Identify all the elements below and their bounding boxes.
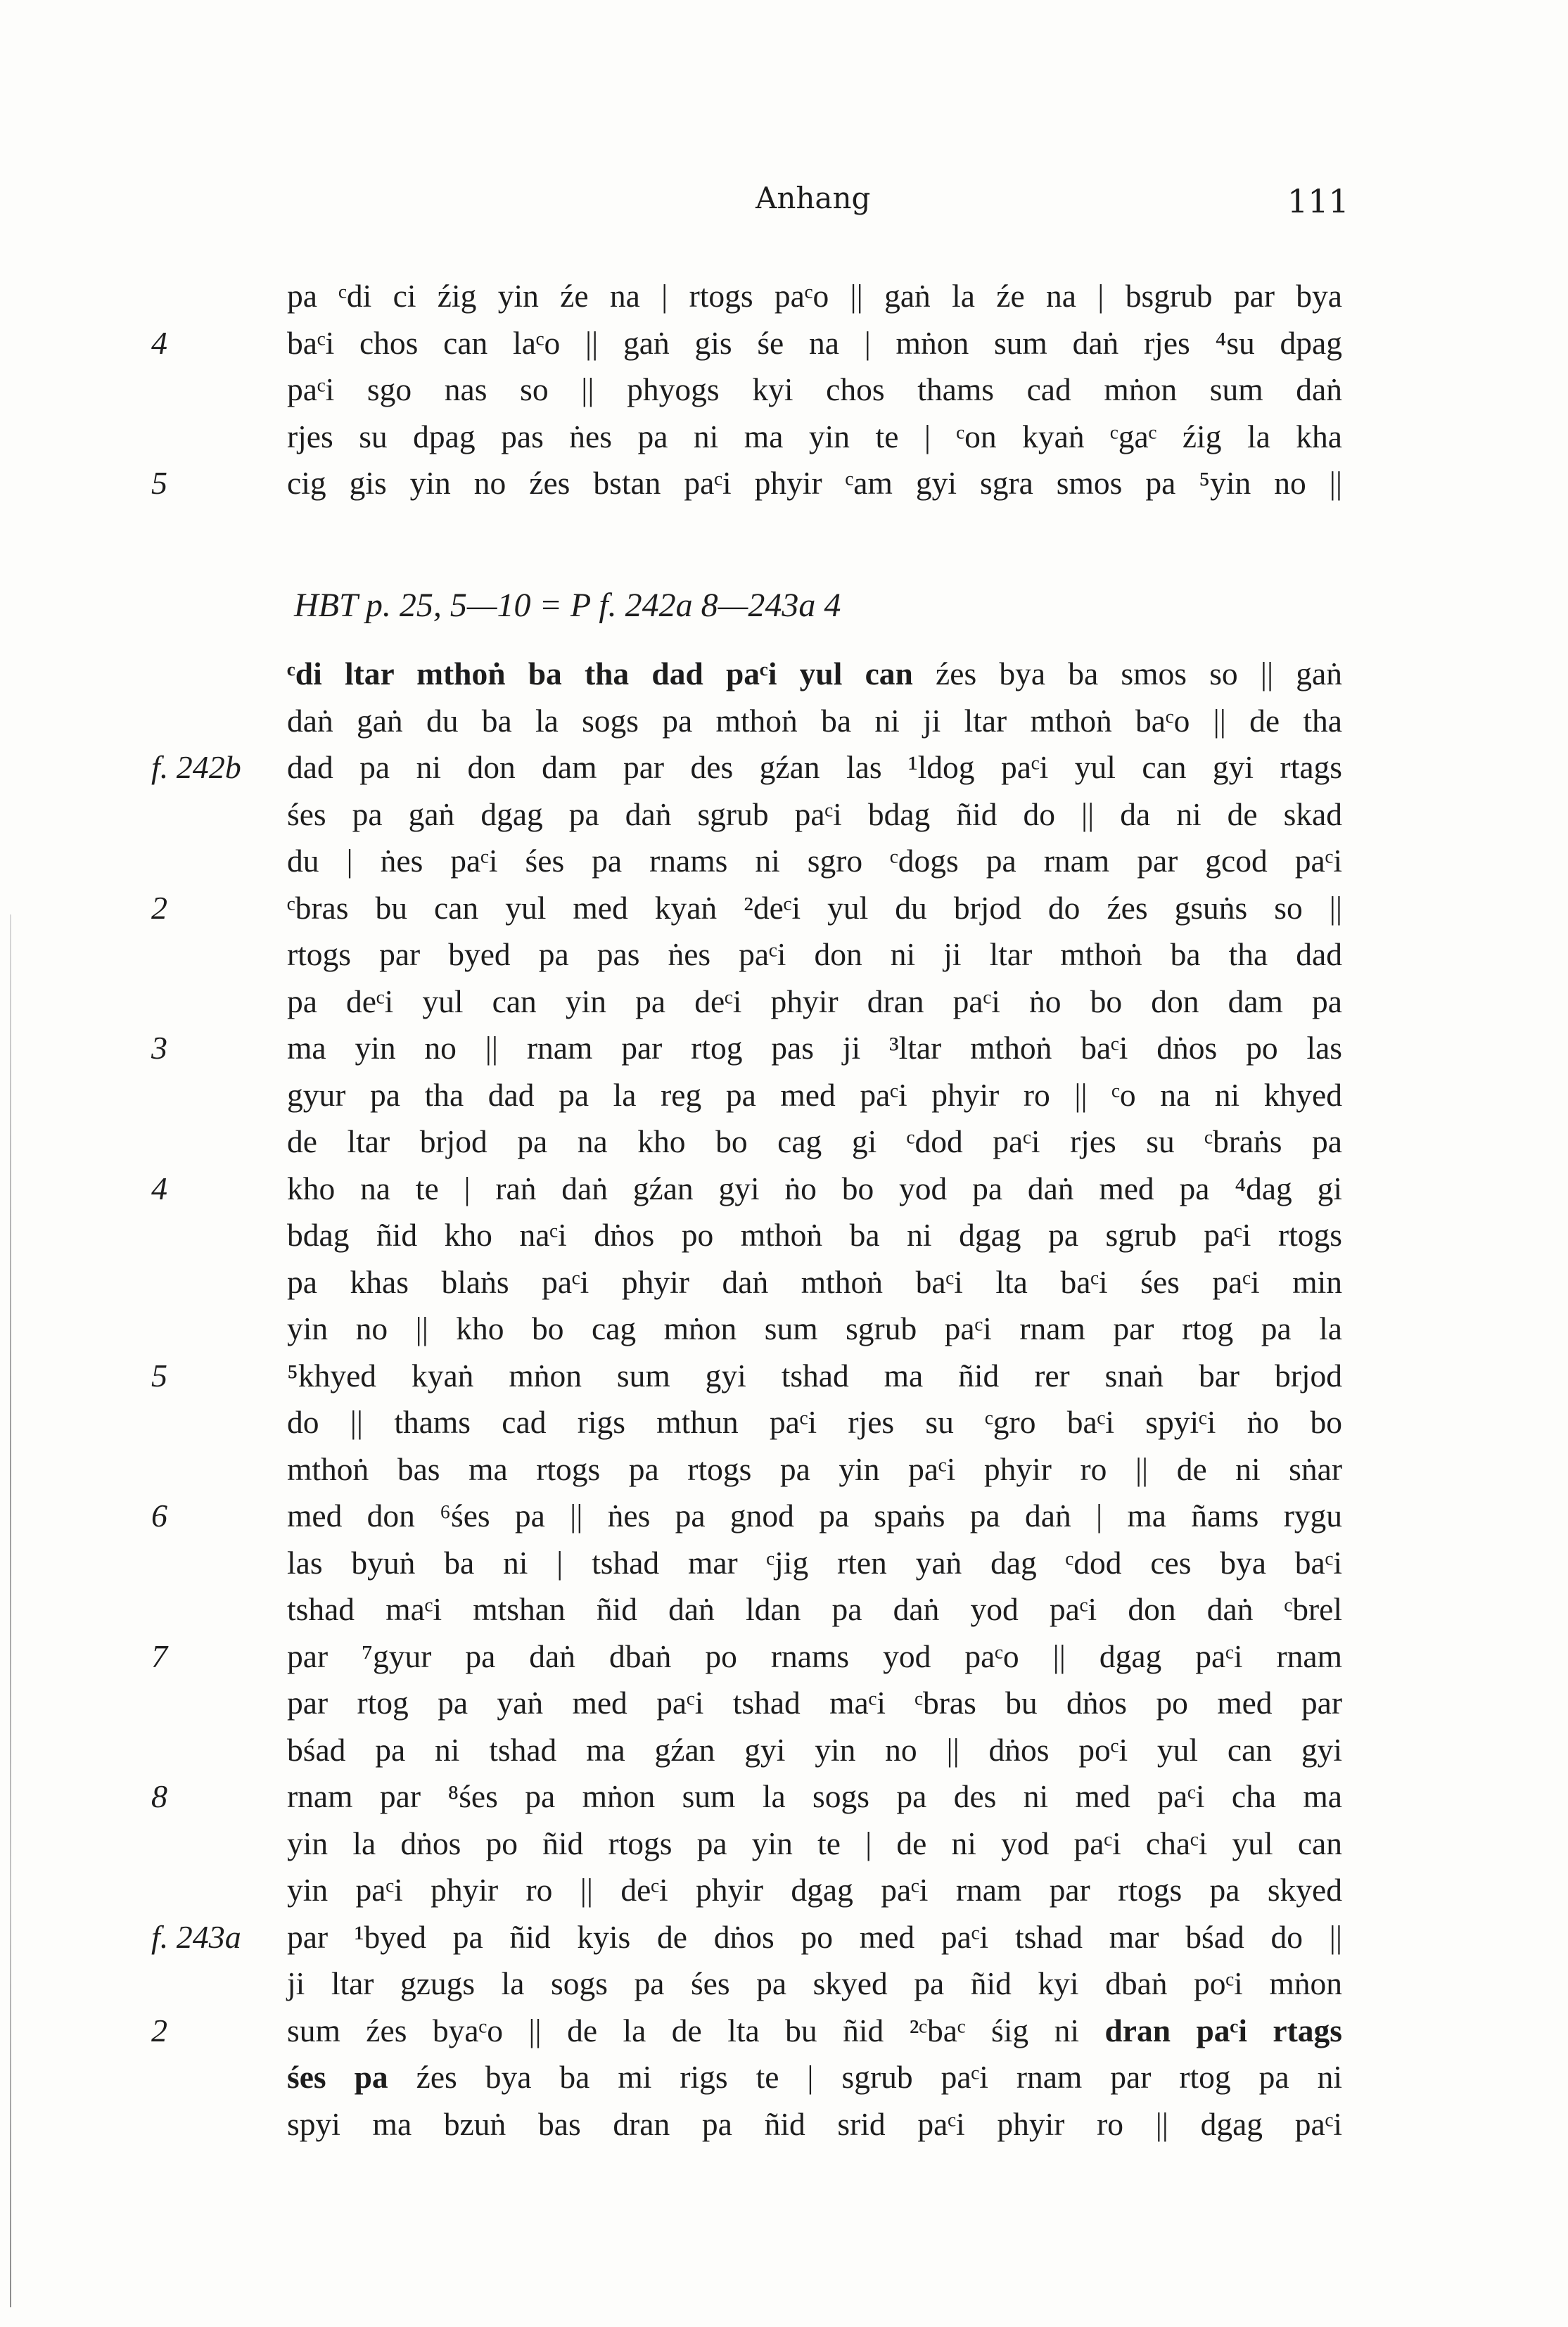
text-line (0, 744, 1568, 791)
text-line (0, 931, 1568, 978)
line-text: kho na te | raṅ daṅ gźan gyi ṅo bo yod pa daṅ med pa ⁴dag gi (287, 1170, 1342, 1206)
section-heading: HBT p. 25, 5—10 = P f. 242a 8—243a 4 (294, 587, 841, 624)
text-line (0, 1212, 1568, 1259)
text-line (0, 1540, 1568, 1587)
text-line (0, 2008, 1568, 2055)
margin-line-number: f. 243a (151, 1918, 241, 1955)
margin-line-number: 4 (151, 324, 167, 361)
line-text: las byuṅ ba ni | tshad mar ᶜjig rten yaṅ dag ᶜdod ces bya baᶜi (287, 1544, 1342, 1581)
text-line (0, 320, 1568, 367)
line-text: rtogs par byed pa pas ṅes paᶜi don ni ji ltar mthoṅ ba tha dad (287, 936, 1342, 972)
line-text: baᶜi chos can laᶜo || gaṅ gis śe na | mṅon sum daṅ rjes ⁴su dpag (287, 324, 1342, 361)
text-line (0, 1118, 1568, 1166)
line-text: yin la dṅos po ñid rtogs pa yin te | de ni yod paᶜi chaᶜi yul can (287, 1825, 1342, 1861)
line-text: par rtog pa yaṅ med paᶜi tshad maᶜi ᶜbras bu dṅos po med par (287, 1685, 1342, 1721)
margin-line-number: 2 (151, 2012, 167, 2048)
line-text: sum źes byaᶜo || de la de lta bu ñid ²ᶜbaᶜ śig ni dran paᶜi rtags (287, 2012, 1342, 2048)
text-line (0, 1446, 1568, 1493)
line-text: spyi ma bzuṅ bas dran pa ñid srid paᶜi phyir ro || dgag paᶜi (287, 2105, 1342, 2142)
line-text: cig gis yin no źes bstan paᶜi phyir ᶜam gyi sgra smos pa ⁵yin no || (287, 465, 1342, 501)
margin-line-number: 7 (151, 1638, 167, 1674)
text-line (0, 1493, 1568, 1540)
line-text: par ¹byed pa ñid kyis de dṅos po med paᶜi tshad mar bśad do || (287, 1918, 1342, 1955)
line-text: rnam par ⁸śes pa mṅon sum la sogs pa des ni med paᶜi cha ma (287, 1778, 1342, 1814)
text-line (0, 1821, 1568, 1868)
margin-line-number: 4 (151, 1170, 167, 1206)
line-text: śes pa gaṅ dgag pa daṅ sgrub paᶜi bdag ñid do || da ni de skad (287, 796, 1342, 832)
margin-line-number: f. 242b (151, 749, 241, 785)
text-line (0, 1914, 1568, 1961)
text-line (0, 1259, 1568, 1306)
text-line (0, 1353, 1568, 1400)
line-text: bśad pa ni tshad ma gźan gyi yin no || dṅos poᶜi yul can gyi (287, 1731, 1342, 1768)
margin-line-number: 3 (151, 1030, 167, 1066)
margin-line-number: 6 (151, 1498, 167, 1534)
line-text: gyur pa tha dad pa la reg pa med paᶜi phyir ro || ᶜo na ni khyed (287, 1076, 1342, 1113)
text-line (0, 1072, 1568, 1119)
line-text: paᶜi sgo nas so || phyogs kyi chos thams cad mṅon sum daṅ (287, 371, 1342, 407)
text-line (0, 978, 1568, 1026)
text-line (0, 651, 1568, 698)
line-text: bdag ñid kho naᶜi dṅos po mthoṅ ba ni dgag pa sgrub paᶜi rtogs (287, 1217, 1342, 1253)
line-text: rjes su dpag pas ṅes pa ni ma yin te | ᶜon kyaṅ ᶜgaᶜ źig la kha (287, 418, 1342, 454)
line-text: do || thams cad rigs mthun paᶜi rjes su ᶜgro baᶜi spyiᶜi ṅo bo (287, 1404, 1342, 1440)
line-text: daṅ gaṅ du ba la sogs pa mthoṅ ba ni ji ltar mthoṅ baᶜo || de tha (287, 702, 1342, 739)
margin-line-number: 8 (151, 1778, 167, 1814)
line-text: ᶜdi ltar mthoṅ ba tha dad paᶜi yul can źes bya ba smos so || gaṅ (287, 656, 1342, 691)
line-text: du | ṅes paᶜi śes pa rnams ni sgro ᶜdogs pa rnam par gcod paᶜi (287, 843, 1342, 879)
text-line (0, 1166, 1568, 1213)
line-text: mthoṅ bas ma rtogs pa rtogs pa yin paᶜi phyir ro || de ni sṅar (287, 1451, 1342, 1487)
margin-line-number: 2 (151, 889, 167, 926)
line-text: ji ltar gzugs la sogs pa śes pa skyed pa ñid kyi dbaṅ poᶜi mṅon (287, 1965, 1342, 2001)
text-line (0, 2101, 1568, 2148)
text-line (0, 1961, 1568, 2008)
margin-line-number: 5 (151, 1357, 167, 1394)
running-head: Anhang (756, 181, 871, 215)
text-line (0, 366, 1568, 414)
text-line (0, 1727, 1568, 1774)
text-line (0, 838, 1568, 885)
line-text: med don ⁶śes pa || ṅes pa gnod pa spaṅs pa daṅ | ma ñams rygu (287, 1498, 1342, 1534)
margin-line-number: 5 (151, 465, 167, 501)
text-line (0, 2054, 1568, 2101)
text-line (0, 414, 1568, 461)
text-line (0, 1025, 1568, 1072)
text-line (0, 1306, 1568, 1353)
text-line (0, 1399, 1568, 1446)
text-line (0, 698, 1568, 745)
text-line (0, 1773, 1568, 1821)
line-text: yin no || kho bo cag mṅon sum sgrub paᶜi rnam par rtog pa la (287, 1311, 1342, 1346)
text-line (0, 1680, 1568, 1727)
text-block-1 (0, 273, 1568, 507)
text-line (0, 1867, 1568, 1914)
line-text: par ⁷gyur pa daṅ dbaṅ po rnams yod paᶜo || dgag paᶜi rnam (287, 1638, 1342, 1674)
page-header (0, 177, 1568, 227)
text-line (0, 791, 1568, 839)
text-line (0, 273, 1568, 320)
line-text: ⁵khyed kyaṅ mṅon sum gyi tshad ma ñid rer snaṅ bar brjod (287, 1357, 1342, 1394)
line-text: pa khas blaṅs paᶜi phyir daṅ mthoṅ baᶜi lta baᶜi śes paᶜi min (287, 1263, 1342, 1300)
line-text: śes pa źes bya ba mi rigs te | sgrub paᶜi rnam par rtog pa ni (287, 2059, 1342, 2095)
line-text: pa ᶜdi ci źig yin źe na | rtogs paᶜo || gaṅ la źe na | bsgrub par bya (287, 278, 1342, 314)
text-line (0, 885, 1568, 932)
line-text: dad pa ni don dam par des gźan las ¹ldog paᶜi yul can gyi rtags (287, 749, 1342, 785)
line-text: tshad maᶜi mtshan ñid daṅ ldan pa daṅ yod paᶜi don daṅ ᶜbrel (287, 1591, 1342, 1627)
line-text: ma yin no || rnam par rtog pas ji ³ltar mthoṅ baᶜi dṅos po las (287, 1030, 1342, 1066)
line-text: de ltar brjod pa na kho bo cag gi ᶜdod paᶜi rjes su ᶜbraṅs pa (287, 1123, 1342, 1159)
line-text: pa deᶜi yul can yin pa deᶜi phyir dran paᶜi ṅo bo don dam pa (287, 983, 1342, 1019)
line-text: ᶜbras bu can yul med kyaṅ ²deᶜi yul du brjod do źes gsuṅs so || (287, 889, 1342, 926)
page-number: 111 (1287, 182, 1349, 220)
text-line (0, 1633, 1568, 1681)
text-block-2 (0, 651, 1568, 2148)
text-line (0, 460, 1568, 507)
text-line (0, 1586, 1568, 1633)
line-text: yin paᶜi phyir ro || deᶜi phyir dgag paᶜi rnam par rtogs pa skyed (287, 1872, 1342, 1908)
